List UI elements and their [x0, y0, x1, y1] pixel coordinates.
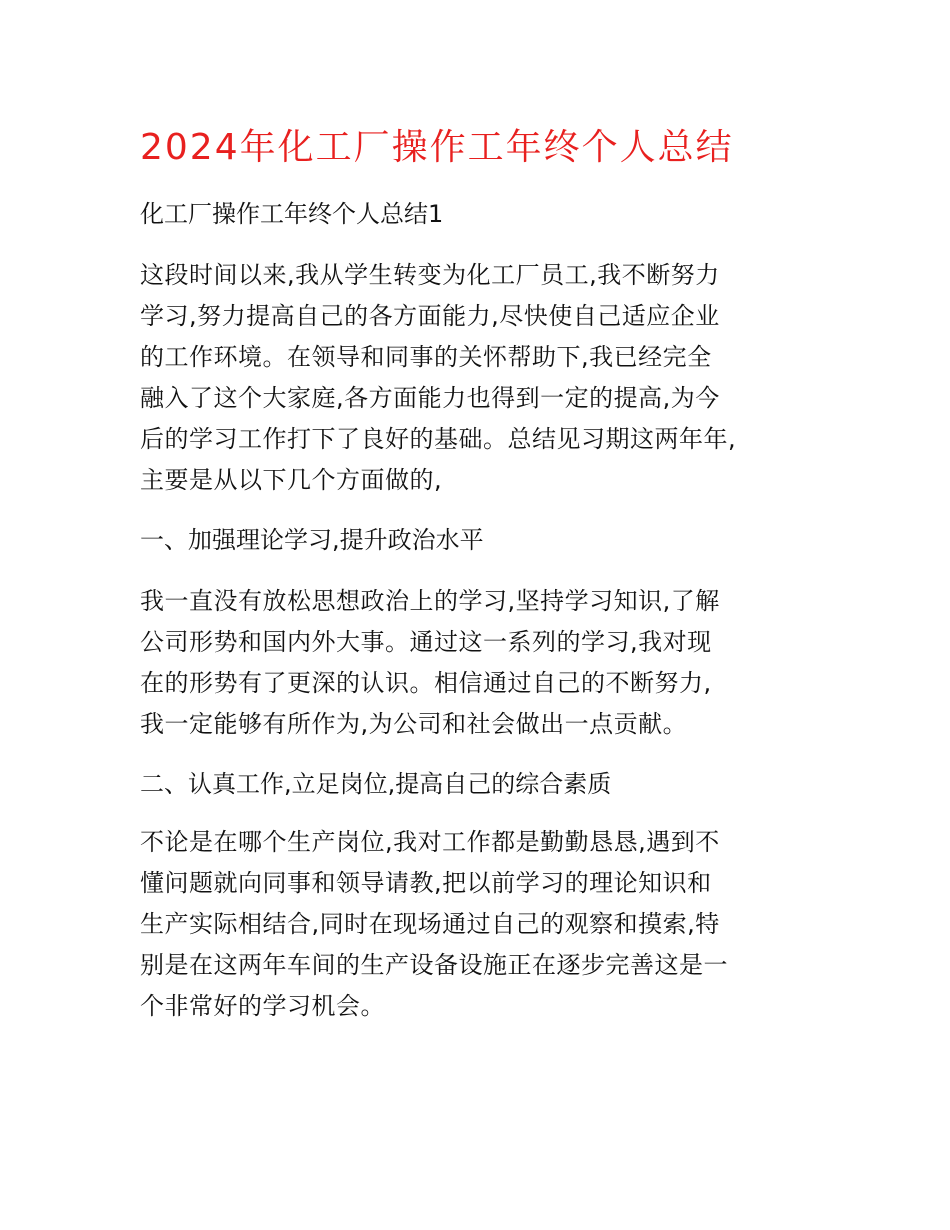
paragraph-line: 这段时间以来,我从学生转变为化工厂员工,我不断努力 [140, 261, 720, 289]
paragraph-line: 融入了这个大家庭,各方面能力也得到一定的提高,为今 [140, 384, 720, 412]
document-title: 2024年化工厂操作工年终个人总结 [140, 127, 734, 168]
paragraph-line: 后的学习工作打下了良好的基础。总结见习期这两年年, [140, 425, 737, 453]
paragraph-line: 学习,努力提高自己的各方面能力,尽快使自己适应企业 [140, 302, 720, 330]
paragraph-line: 别是在这两年车间的生产设备设施正在逐步完善这是一 [140, 951, 728, 979]
paragraph-line: 主要是从以下几个方面做的, [140, 466, 443, 494]
paragraph-line: 个非常好的学习机会。 [140, 992, 385, 1020]
paragraph-line: 我一定能够有所作为,为公司和社会做出一点贡献。 [140, 710, 688, 738]
section-2-heading: 二、认真工作,立足岗位,提高自己的综合素质 [140, 770, 612, 798]
section-2-paragraph [140, 822, 820, 1027]
paragraph-line: 公司形势和国内外大事。通过这一系列的学习,我对现 [140, 628, 712, 656]
paragraph-line: 懂问题就向同事和领导请教,把以前学习的理论知识和 [140, 869, 712, 897]
paragraph-line: 我一直没有放松思想政治上的学习,坚持学习知识,了解 [140, 587, 720, 615]
section-1-heading: 一、加强理论学习,提升政治水平 [140, 526, 484, 554]
paragraph-line: 在的形势有了更深的认识。相信通过自己的不断努力, [140, 669, 712, 697]
paragraph-line: 的工作环境。在领导和同事的关怀帮助下,我已经完全 [140, 343, 712, 371]
document-subtitle: 化工厂操作工年终个人总结1 [140, 200, 444, 228]
section-1-paragraph [140, 581, 820, 745]
paragraph-line: 不论是在哪个生产岗位,我对工作都是勤勤恳恳,遇到不 [140, 828, 720, 856]
paragraph-line: 生产实际相结合,同时在现场通过自己的观察和摸索,特 [140, 910, 720, 938]
intro-paragraph [140, 255, 820, 501]
